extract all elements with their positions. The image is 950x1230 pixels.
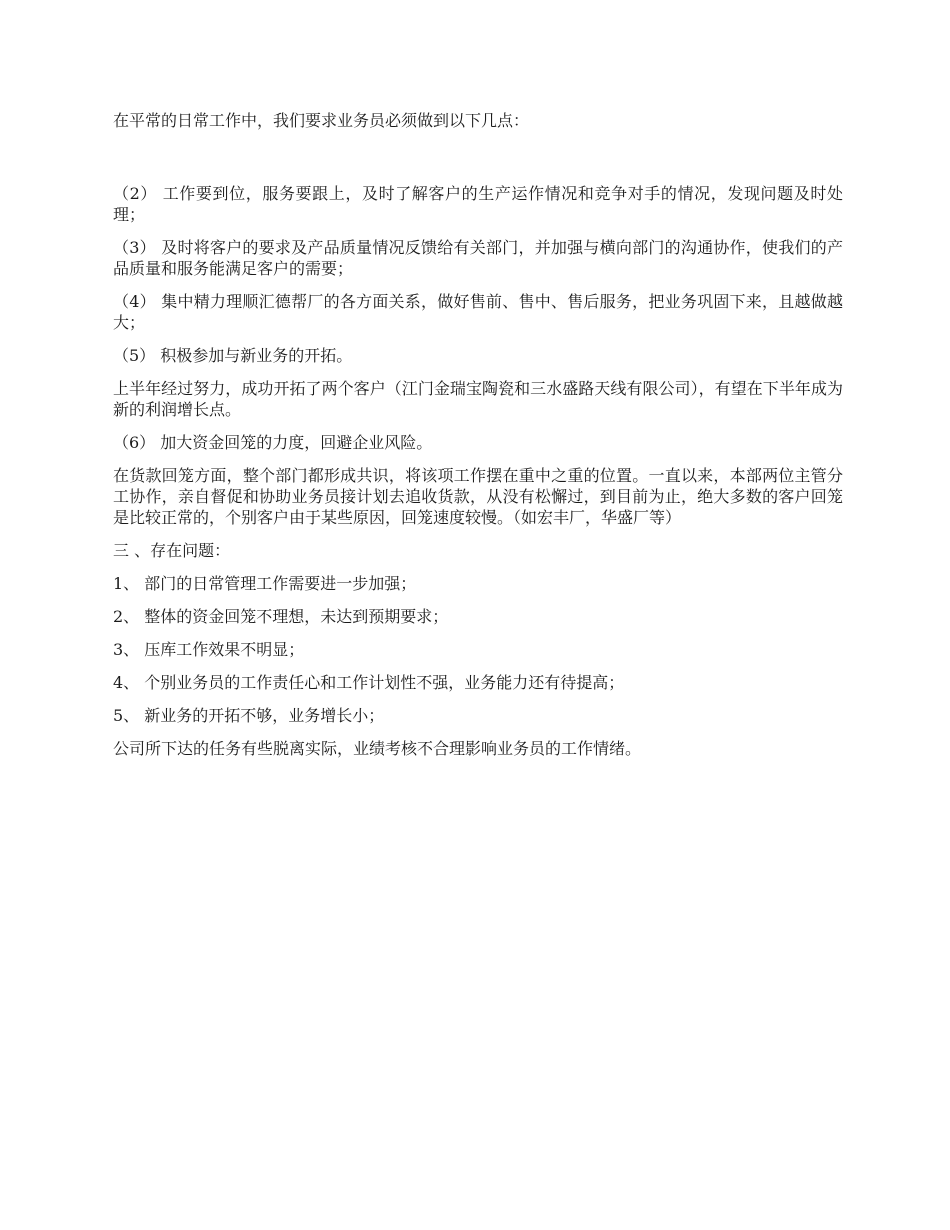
new-clients-paragraph: 上半年经过努力，成功开拓了两个客户（江门金瑞宝陶瓷和三水盛路天线有限公司），有望在下半年成为新的利润增长点。: [113, 379, 843, 419]
requirement-item-2: （2） 工作要到位，服务要跟上，及时了解客户的生产运作情况和竞争对手的情况，发现问题及时处理；: [113, 184, 843, 224]
requirement-item-5: （5） 积极参加与新业务的开拓。: [113, 346, 353, 365]
document-page: [113, 110, 843, 771]
section-heading-problems: 三 、存在问题：: [113, 541, 231, 560]
closing-paragraph: 公司所下达的任务有些脱离实际，业绩考核不合理影响业务员的工作情绪。: [113, 739, 642, 758]
problem-item-5: 5、 新业务的开拓不够，业务增长小；: [113, 706, 385, 725]
requirement-item-3: （3） 及时将客户的要求及产品质量情况反馈给有关部门，并加强与横向部门的沟通协作，使我们的产品质量和服务能满足客户的需要；: [113, 238, 843, 278]
intro-paragraph: 在平常的日常工作中，我们要求业务员必须做到以下几点：: [113, 111, 530, 130]
requirement-item-4: （4） 集中精力理顺汇德帮厂的各方面关系，做好售前、售中、售后服务，把业务巩固下来，且越做越大；: [113, 292, 843, 332]
problem-item-1: 1、 部门的日常管理工作需要进一步加强；: [113, 574, 417, 593]
payment-collection-paragraph: 在货款回笼方面，整个部门都形成共识，将该项工作摆在重中之重的位置。一直以来，本部两位主管分工协作，亲自督促和协助业务员接计划去追收货款，从没有松懈过，到目前为止，绝大多数的客户回笼是比较正常的，个别客户由于某些原因，回笼速度较慢。（如宏丰厂，华盛厂等）: [113, 466, 843, 527]
requirement-item-6: （6） 加大资金回笼的力度，回避企业风险。: [113, 433, 433, 452]
problem-item-3: 3、 压库工作效果不明显；: [113, 640, 305, 659]
problem-item-2: 2、 整体的资金回笼不理想，未达到预期要求；: [113, 607, 449, 626]
problem-item-4: 4、 个别业务员的工作责任心和工作计划性不强，业务能力还有待提高；: [113, 673, 625, 692]
